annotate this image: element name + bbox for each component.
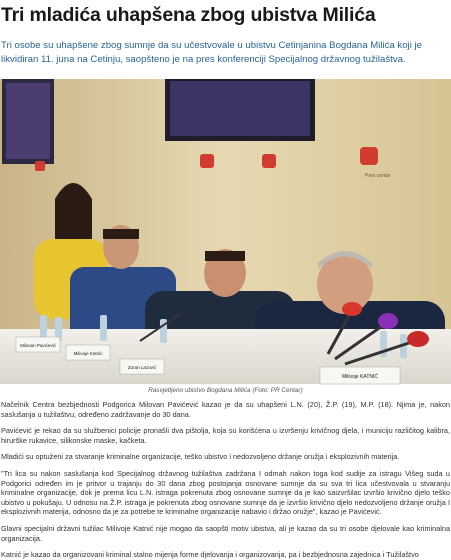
article-body [1,400,450,560]
article-paragraph: Pavićević je rekao da su službenici policije pronašli dva pištolja, koja su korišćena u izvršenju krivičnog djela, i municiju različitog kalibra, hirurške rukavice, silikonske maske, kačketa. [1,426,450,445]
article-paragraph: Glavni specijalni državni tužilac Milivoje Katnić nije mogao da saopšti motiv ubistva, ali je kazao da su tri osobe djelovale kao kriminalna organizacija. [1,523,450,543]
nameplate [66,345,110,360]
nameplate [320,367,400,384]
article-paragraph: Mladići su optuženi za stvaranje kriminalne organizacije, teško ubistvo i nedozvoljeno držanje oružja i eksplozivnih materija. [1,452,400,462]
svg-text:Milivoje KATNIĆ: Milivoje KATNIĆ [341,374,379,380]
article-paragraph: Načelnik Centra bezbjednosti Podgorica Milovan Pavićević kazao je da su uhapšeni L.N. (20), Ž.P. (19), M.P. (18). Njima je, nakon saslušanja u tužilaštvu, određeno zadržavanje do 30 dana. [1,400,450,419]
article-headline: Tri mladića uhapšena zbog ubistva Milića [1,4,376,26]
svg-text:Milivoje Katnić: Milivoje Katnić [73,351,103,356]
article-photo[interactable] [0,79,451,384]
article-paragraph: "Tri lica su nakon saslušanja kod Specijalnog državnog tužilaštva zadržana I odmah nakon toga kod sudije za istragu Višeg suda u Podgorici određen im je pritvor u trajanju do 30 dana zbog postojanja osnovane sumnje da su sva tri lica učestvovala u stvaranju kriminalne organizacije, dok je prema licu L.N. istraga pokrenuta zbog osnovane sumnje da je kao saizvršilac izvršio krivično djelo teško ubistvo u pokušaju. U odnosu na Ž.P. istraga je pokrenuta zbog osnovane sumnje da je izvršio krivično djelo nedozvoljeno držanje oružja I eksplozivnih materija, odnosno da je za potrebe te kriminalne organizacije nabavio i držao oružje", kazao je Pavićević. [1,468,450,517]
banner-text: Pres centar [365,173,391,179]
press-conference-illustration [0,79,451,384]
photo-caption: Rasvjetljeno ubistvo Bogdana Milića (Foto: PR Centar) [148,387,303,394]
svg-text:Milovan Pavićević: Milovan Pavićević [20,343,56,348]
article-lead: Tri osobe su uhapšene zbog sumnje da su učestvovale u ubistvu Cetinjanina Bogdana Milića koji je likvidiran 11. juna na Cetinju, saopšteno je na pres konferenciji Specijalnog državnog tužilaštva. [1,40,422,65]
article-paragraph: Katnić je kazao da organizovani kriminal stalno mijenja forme djelovanja i organizovanja, pa i bezbjednosna zajednica i Tužilaštvo [1,550,419,560]
nameplate [120,359,164,374]
svg-text:Zoran Lazović: Zoran Lazović [127,365,157,370]
nameplate [16,337,60,352]
